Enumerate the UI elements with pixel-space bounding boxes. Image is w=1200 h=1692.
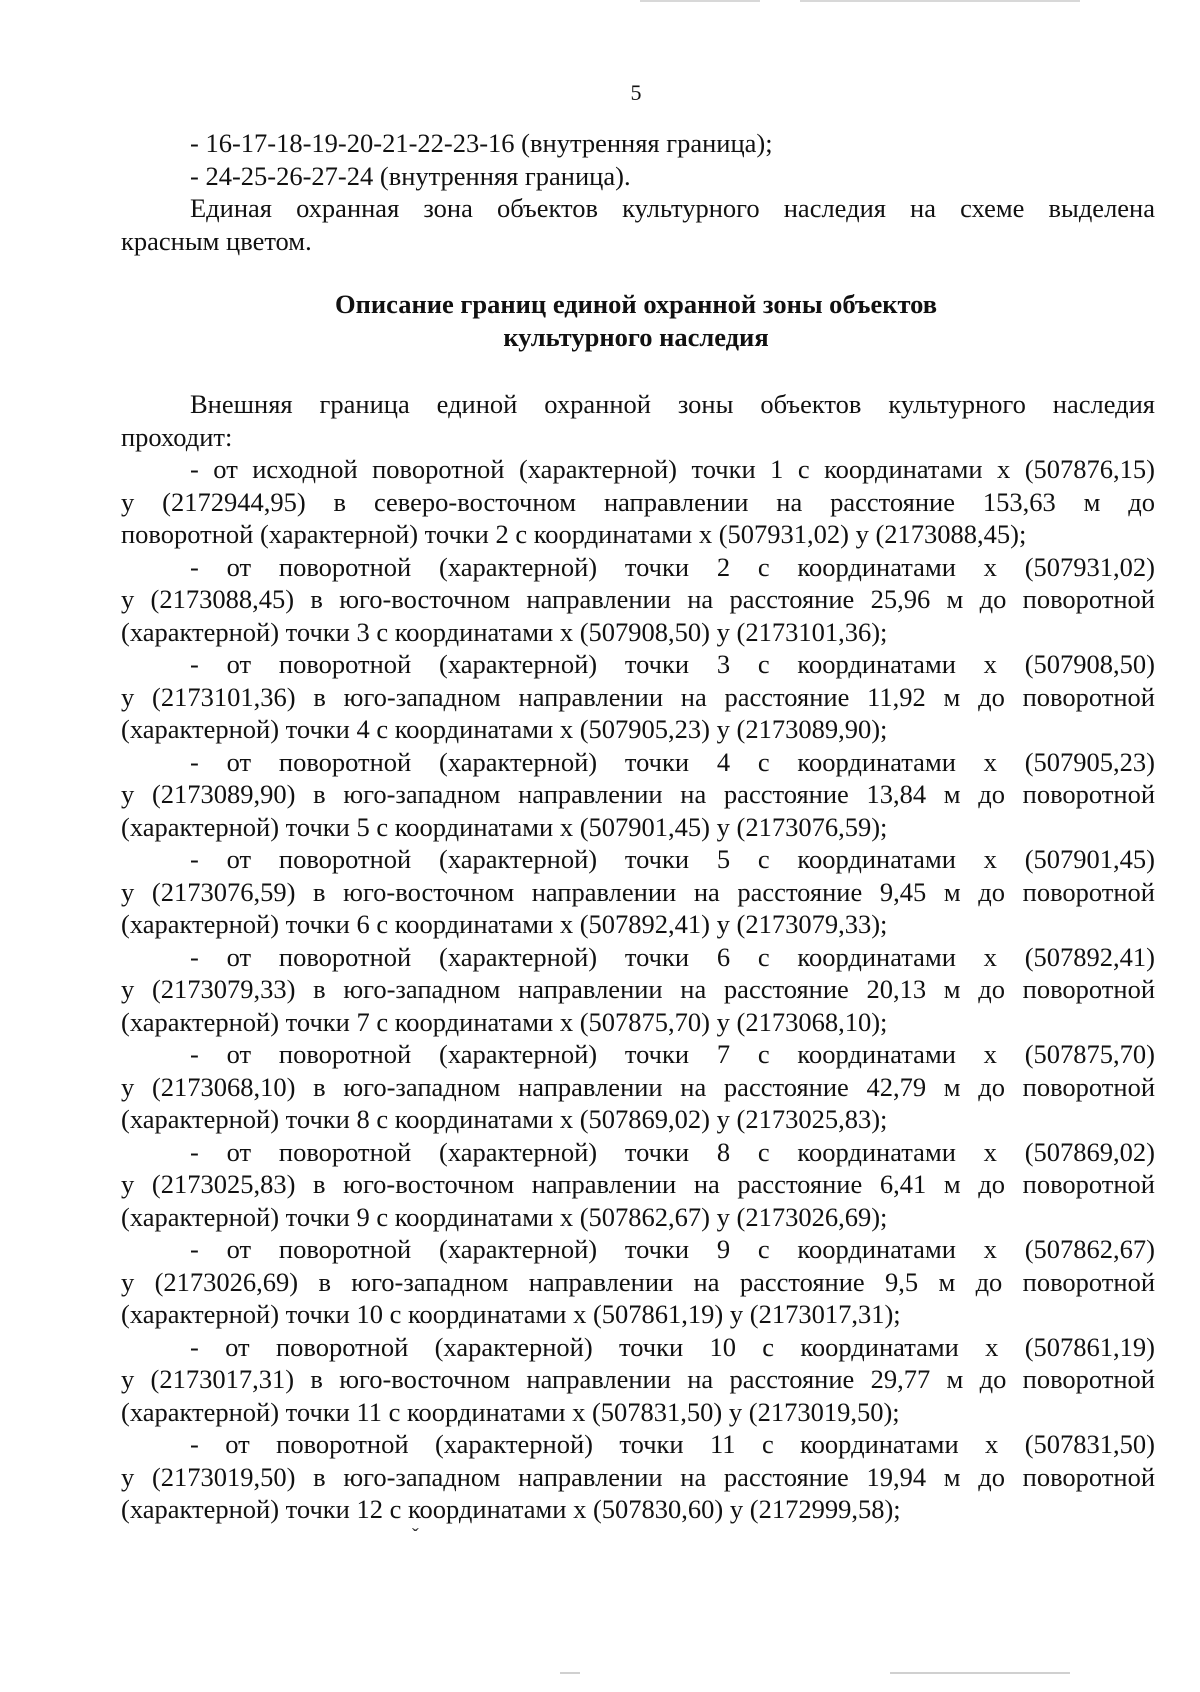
boundary-segment (121, 843, 1155, 941)
segment-line: - от исходной поворотной (характерной) точки 1 с координатами х (507876,15) (190, 454, 1155, 484)
intro-block (121, 127, 1155, 257)
boundary-segment (121, 746, 1155, 844)
segment-line: (характерной) точки 9 с координатами х (507862,67) у (2173026,69); (121, 1201, 888, 1232)
segment-line: у (2173076,59) в юго-восточном направлении на расстояние 9,45 м до поворотной (121, 876, 1155, 907)
segment-line: у (2173026,69) в юго-западном направлении на расстояние 9,5 м до поворотной (121, 1266, 1155, 1297)
outer-boundary-line: Внешняя граница единой охранной зоны объектов культурного наследия (190, 389, 1155, 419)
segment-line: (характерной) точки 12 с координатами х (507830,60) у (2172999,58); (121, 1494, 901, 1524)
segment-line: (характерной) точки 4 с координатами х (507905,23) у (2173089,90); (121, 714, 888, 744)
boundary-segment (121, 551, 1155, 649)
boundary-segment (121, 1038, 1155, 1136)
segment-line: - от поворотной (характерной) точки 7 с координатами х (507875,70) (190, 1039, 1155, 1069)
segment-line: (характерной) точки 11 с координатами х (507831,50) у (2173019,50); (121, 1396, 900, 1427)
segment-line: - от поворотной (характерной) точки 5 с координатами х (507901,45) (190, 844, 1155, 874)
segment-line: - от поворотной (характерной) точки 10 с координатами х (507861,19) (190, 1331, 1155, 1362)
segment-line: - от поворотной (характерной) точки 6 с координатами х (507892,41) (190, 941, 1155, 972)
section-heading (0, 288, 1200, 353)
segment-line: у (2173068,10) в юго-западном направлении на расстояние 42,79 м до поворотной (121, 1071, 1155, 1102)
scan-edge-mark (560, 1672, 580, 1674)
segment-line: - от поворотной (характерной) точки 2 с координатами х (507931,02) (190, 551, 1155, 582)
segment-line: (характерной) точки 8 с координатами х (507869,02) у (2173025,83); (121, 1104, 888, 1134)
boundary-segment (121, 1136, 1155, 1234)
segment-line: у (2173101,36) в юго-западном направлении на расстояние 11,92 м до поворотной (121, 681, 1155, 712)
segments-list (121, 453, 1155, 1526)
segment-line: (характерной) точки 3 с координатами х (507908,50) у (2173101,36); (121, 616, 888, 647)
segment-line: - от поворотной (характерной) точки 9 с координатами х (507862,67) (190, 1234, 1155, 1264)
segment-line: - от поворотной (характерной) точки 8 с координатами х (507869,02) (190, 1136, 1155, 1167)
page-number: 5 (630, 80, 642, 105)
segment-line: (характерной) точки 7 с координатами х (507875,70) у (2173068,10); (121, 1006, 888, 1037)
segment-line: у (2173017,31) в юго-восточном направлении на расстояние 29,77 м до поворотной (121, 1364, 1155, 1394)
segment-line: у (2173089,90) в юго-западном направлении на расстояние 13,84 м до поворотной (121, 779, 1155, 809)
boundary-segment (121, 648, 1155, 746)
segment-line: у (2172944,95) в северо-восточном направлении на расстояние 153,63 м до (121, 486, 1155, 517)
segment-line: (характерной) точки 6 с координатами х (507892,41) у (2173079,33); (121, 909, 888, 939)
outer-boundary-block (121, 388, 1155, 453)
zone-note-line: красным цветом. (121, 225, 312, 256)
segment-line: у (2173019,50) в юго-западном направлении на расстояние 19,94 м до поворотной (121, 1461, 1155, 1492)
boundary-segment (121, 1331, 1155, 1429)
outer-boundary-line: проходит: (121, 421, 233, 452)
boundary-segment (121, 1233, 1155, 1331)
zone-note-line: Единая охранная зона объектов культурного наследия на схеме выделена (190, 193, 1155, 223)
scan-edge-mark (890, 1672, 1070, 1674)
segment-line: (характерной) точки 5 с координатами х (507901,45) у (2173076,59); (121, 811, 888, 842)
scan-edge-mark (800, 0, 1080, 2)
segment-line: у (2173025,83) в юго-восточном направлении на расстояние 6,41 м до поворотной (121, 1169, 1155, 1199)
segment-line: поворотной (характерной) точки 2 с координатами х (507931,02) у (2173088,45); (121, 519, 1027, 549)
intro-line: - 16-17-18-19-20-21-22-23-16 (внутренняя граница); (190, 128, 773, 158)
segment-line: - от поворотной (характерной) точки 3 с координатами х (507908,50) (190, 649, 1155, 679)
boundary-segment (121, 941, 1155, 1039)
boundary-segment (121, 1428, 1155, 1526)
intro-line: - 24-25-26-27-24 (внутренняя граница). (190, 160, 631, 191)
scan-edge-mark (640, 0, 760, 2)
segment-line: у (2173088,45) в юго-восточном направлении на расстояние 25,96 м до поворотной (121, 584, 1155, 614)
segment-line: - от поворотной (характерной) точки 11 с координатами х (507831,50) (190, 1429, 1155, 1459)
heading-line: Описание границ единой охранной зоны объектов (334, 289, 938, 319)
scan-speck: ˇ (412, 1525, 419, 1547)
segment-line: (характерной) точки 10 с координатами х (507861,19) у (2173017,31); (121, 1299, 901, 1329)
boundary-segment (121, 453, 1155, 551)
segment-line: у (2173079,33) в юго-западном направлении на расстояние 20,13 м до поворотной (121, 974, 1155, 1004)
segment-line: - от поворотной (характерной) точки 4 с координатами х (507905,23) (190, 746, 1155, 777)
heading-line: культурного наследия (503, 321, 769, 352)
